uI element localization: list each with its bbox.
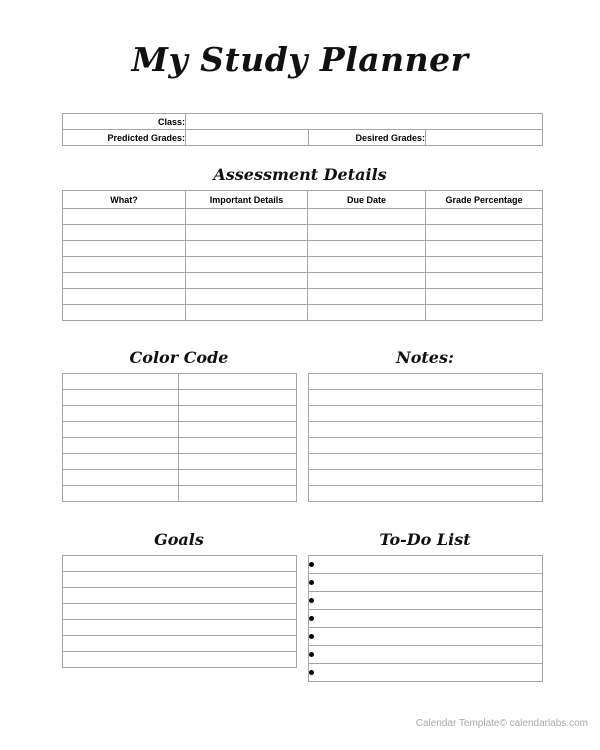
color-code-cell[interactable]	[179, 406, 297, 422]
notes-line[interactable]	[309, 454, 543, 470]
notes-line[interactable]	[309, 470, 543, 486]
table-row	[63, 572, 297, 588]
assessment-cell[interactable]	[186, 257, 308, 273]
table-row	[309, 486, 543, 502]
assessment-heading-wrap	[0, 166, 600, 184]
assessment-section	[62, 190, 542, 321]
assessment-heading: Assessment Details	[213, 165, 387, 184]
assessment-cell[interactable]	[426, 273, 543, 289]
todo-item[interactable]	[309, 610, 543, 628]
todo-item[interactable]	[309, 646, 543, 664]
color-code-cell[interactable]	[63, 454, 179, 470]
color-code-cell[interactable]	[63, 486, 179, 502]
table-row	[63, 556, 297, 572]
class-info-section	[62, 113, 542, 146]
assessment-cell[interactable]	[63, 305, 186, 321]
table-row	[63, 588, 297, 604]
notes-line[interactable]	[309, 374, 543, 390]
desired-grades-field[interactable]	[426, 130, 543, 146]
table-row	[63, 390, 297, 406]
table-row	[63, 273, 543, 289]
table-row	[309, 422, 543, 438]
assessment-header-row	[63, 191, 543, 209]
table-row	[63, 257, 543, 273]
table-row	[309, 374, 543, 390]
table-row	[63, 454, 297, 470]
goals-line[interactable]	[63, 620, 297, 636]
goals-heading: Goals	[154, 530, 204, 549]
table-row	[63, 620, 297, 636]
desired-grades-label: Desired Grades:	[309, 130, 426, 146]
notes-heading-wrap	[308, 349, 542, 367]
todo-section	[308, 555, 543, 682]
color-code-cell[interactable]	[63, 422, 179, 438]
goals-section	[62, 555, 297, 668]
color-code-cell[interactable]	[63, 470, 179, 486]
assessment-table	[62, 190, 543, 321]
assessment-cell[interactable]	[426, 209, 543, 225]
table-row	[309, 406, 543, 422]
assessment-cell[interactable]	[186, 209, 308, 225]
bullet-icon	[309, 670, 314, 675]
table-row	[63, 130, 543, 146]
table-row	[309, 574, 543, 592]
table-row	[63, 305, 543, 321]
notes-table-body	[309, 374, 543, 502]
bullet-icon	[309, 580, 314, 585]
goals-heading-wrap	[62, 531, 296, 549]
notes-line[interactable]	[309, 406, 543, 422]
table-row	[63, 114, 543, 130]
color-code-cell[interactable]	[179, 438, 297, 454]
notes-line[interactable]	[309, 390, 543, 406]
todo-item[interactable]	[309, 664, 543, 682]
todo-item[interactable]	[309, 628, 543, 646]
table-row	[63, 406, 297, 422]
color-code-cell[interactable]	[179, 390, 297, 406]
todo-table	[308, 555, 543, 682]
assessment-col-due-date: Due Date	[308, 191, 426, 209]
class-value-field[interactable]	[186, 114, 543, 130]
table-row	[309, 610, 543, 628]
todo-heading: To-Do List	[379, 530, 471, 549]
table-row	[63, 225, 543, 241]
color-code-cell[interactable]	[63, 438, 179, 454]
color-code-heading-wrap	[62, 349, 296, 367]
assessment-cell[interactable]	[186, 225, 308, 241]
assessment-cell[interactable]	[308, 241, 426, 257]
table-row	[63, 438, 297, 454]
assessment-cell[interactable]	[186, 289, 308, 305]
notes-table	[308, 373, 543, 502]
table-row	[63, 374, 297, 390]
footer-credit: Calendar Template© calendarlabs.com	[415, 718, 588, 729]
todo-item[interactable]	[309, 574, 543, 592]
table-row	[63, 636, 297, 652]
table-row	[309, 438, 543, 454]
color-code-cell[interactable]	[179, 454, 297, 470]
goals-line[interactable]	[63, 652, 297, 668]
assessment-cell[interactable]	[426, 257, 543, 273]
assessment-cell[interactable]	[308, 289, 426, 305]
assessment-cell[interactable]	[63, 289, 186, 305]
bullet-icon	[309, 562, 314, 567]
assessment-cell[interactable]	[308, 257, 426, 273]
color-code-cell[interactable]	[63, 390, 179, 406]
assessment-table-body	[63, 209, 543, 321]
class-label: Class:	[63, 114, 186, 130]
assessment-cell[interactable]	[63, 257, 186, 273]
class-info-table	[62, 113, 543, 146]
bullet-icon	[309, 634, 314, 639]
assessment-cell[interactable]	[426, 289, 543, 305]
table-row	[63, 604, 297, 620]
predicted-grades-label: Predicted Grades:	[63, 130, 186, 146]
assessment-cell[interactable]	[186, 241, 308, 257]
assessment-cell[interactable]	[186, 305, 308, 321]
table-row	[63, 652, 297, 668]
table-row	[309, 628, 543, 646]
assessment-cell[interactable]	[63, 273, 186, 289]
assessment-col-grade-percentage: Grade Percentage	[426, 191, 543, 209]
color-code-table-body	[63, 374, 297, 502]
color-code-cell[interactable]	[179, 470, 297, 486]
notes-line[interactable]	[309, 438, 543, 454]
assessment-cell[interactable]	[308, 209, 426, 225]
table-row	[63, 422, 297, 438]
notes-section	[308, 373, 543, 502]
assessment-cell[interactable]	[308, 225, 426, 241]
table-row	[309, 646, 543, 664]
table-row	[63, 241, 543, 257]
notes-line[interactable]	[309, 422, 543, 438]
table-row	[309, 470, 543, 486]
assessment-cell[interactable]	[426, 241, 543, 257]
assessment-cell[interactable]	[63, 209, 186, 225]
color-code-cell[interactable]	[179, 422, 297, 438]
goals-line[interactable]	[63, 572, 297, 588]
color-code-cell[interactable]	[179, 374, 297, 390]
todo-heading-wrap	[308, 531, 542, 549]
page-title: My Study Planner	[131, 40, 469, 79]
goals-table-body	[63, 556, 297, 668]
color-code-section	[62, 373, 297, 502]
table-row	[63, 486, 297, 502]
goals-line[interactable]	[63, 604, 297, 620]
notes-heading: Notes:	[396, 348, 454, 367]
assessment-cell[interactable]	[426, 225, 543, 241]
goals-line[interactable]	[63, 588, 297, 604]
assessment-cell[interactable]	[63, 225, 186, 241]
bullet-icon	[309, 598, 314, 603]
table-row	[63, 289, 543, 305]
todo-table-body	[309, 556, 543, 682]
assessment-cell[interactable]	[63, 241, 186, 257]
goals-line[interactable]	[63, 636, 297, 652]
table-row	[309, 592, 543, 610]
assessment-cell[interactable]	[308, 305, 426, 321]
assessment-col-what: What?	[63, 191, 186, 209]
bullet-icon	[309, 652, 314, 657]
table-row	[309, 664, 543, 682]
table-row	[309, 454, 543, 470]
goals-table	[62, 555, 297, 668]
table-row	[63, 209, 543, 225]
todo-item[interactable]	[309, 592, 543, 610]
table-row	[309, 556, 543, 574]
predicted-grades-field[interactable]	[186, 130, 309, 146]
assessment-cell[interactable]	[426, 305, 543, 321]
color-code-heading: Color Code	[129, 348, 229, 367]
todo-item[interactable]	[309, 556, 543, 574]
color-code-cell[interactable]	[63, 406, 179, 422]
color-code-cell[interactable]	[63, 374, 179, 390]
assessment-cell[interactable]	[308, 273, 426, 289]
table-row	[63, 470, 297, 486]
notes-line[interactable]	[309, 486, 543, 502]
color-code-cell[interactable]	[179, 486, 297, 502]
bullet-icon	[309, 616, 314, 621]
color-code-table	[62, 373, 297, 502]
assessment-cell[interactable]	[186, 273, 308, 289]
assessment-col-important-details: Important Details	[186, 191, 308, 209]
table-row	[309, 390, 543, 406]
goals-line[interactable]	[63, 556, 297, 572]
